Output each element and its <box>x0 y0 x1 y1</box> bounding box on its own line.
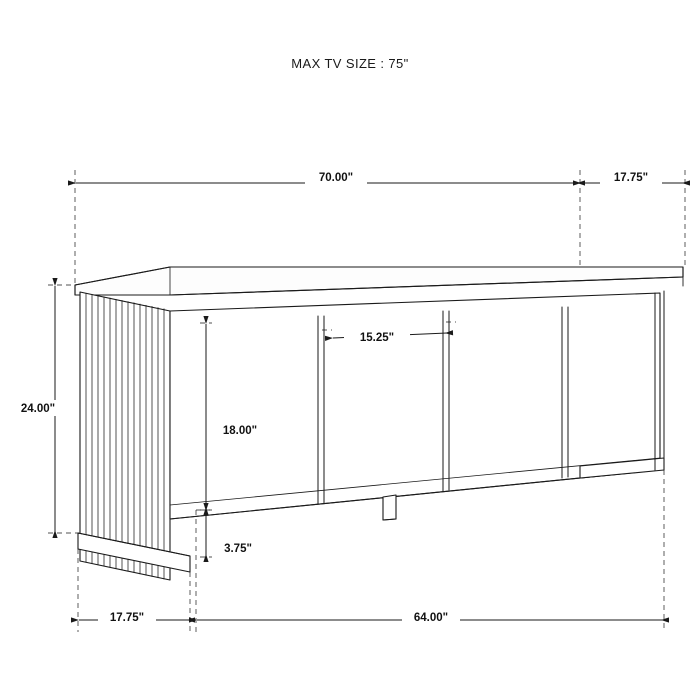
dim-shelf-width: 15.25" <box>359 332 395 344</box>
dim-height: 24.00" <box>20 403 56 415</box>
center-support <box>383 495 396 520</box>
dim-bottom-width: 64.00" <box>413 612 449 624</box>
dim-base-clearance: 3.75" <box>224 543 252 555</box>
dim-top-right-segment: 17.75" <box>613 172 649 184</box>
top-slab <box>75 267 683 295</box>
console-illustration <box>75 267 683 580</box>
carcass-front <box>170 293 660 519</box>
dim-top-width: 70.00" <box>318 172 354 184</box>
dim-bottom-left-segment: 17.75" <box>109 612 145 624</box>
dim-shelf-height: 18.00" <box>222 425 258 437</box>
page-title: MAX TV SIZE : 75" <box>291 56 409 71</box>
